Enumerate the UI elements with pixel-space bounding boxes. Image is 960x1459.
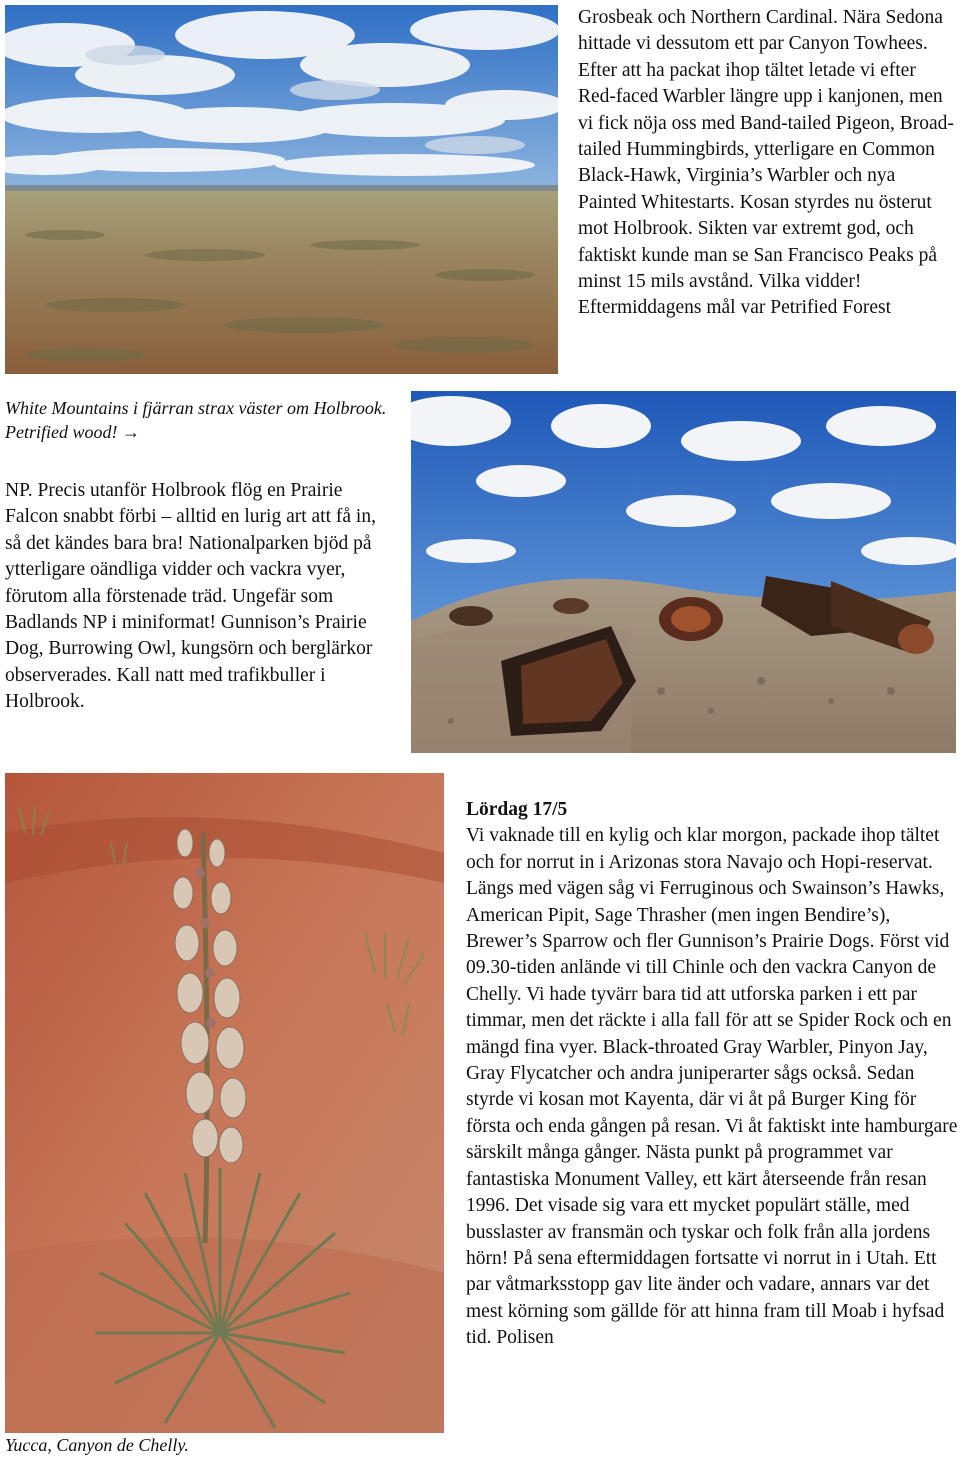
text-block-saturday [466,797,958,1352]
caption-prairie [5,396,395,444]
text-block-middle-left [5,478,397,716]
petrified-wood-photo [411,391,956,753]
yucca-photo-art [5,773,444,1433]
caption-prairie-text: White Mountains i fjärran strax väster om Holbrook. Petrified wood! → [5,398,387,442]
petrified-wood-photo-art [411,391,956,753]
paragraph-saturday: Vi vaknade till en kylig och klar morgon, packade ihop tältet och for norrut in i Arizonas stora Navajo och Hopi-reservat. Längs med vägen såg vi Ferruginous och Swainson’s Hawks, American Pipit, Sage Thrasher (men ingen Bendire’s), Brewer’s Sparrow och fler Gunnison’s Prairie Dogs. Först vid 09.30-tiden anlände vi till Chinle och den vackra Canyon de Chelly. Vi hade tyvärr bara tid att utforska parken i ett par timmar, men det räckte i alla fall för att se Spider Rock och en mängd fina vyer. Black-throated Gray Warbler, Pinyon Jay, Gray Flycatcher och andra juniperarter sågs också. Sedan styrde vi kosan mot Kayenta, där vi åt på Burger King för första och enda gången på resan. Vi åt faktiskt inte hamburgare särskilt många gånger. Nästa punkt på programmet var fantastiska Monument Valley, ett kärt återseende från resan 1996. Det visade sig vara ett mycket populärt ställe, med busslaster av fransmän och tyskar och folk från alla jordens hörn! På sena eftermiddagen fortsatte vi norrut in i Utah. Ett par våtmarksstopp gav lite änder och vadare, annars var det mest körning som gällde för att hinna fram till Moab i hyfsad tid. Polisen [466,825,958,1349]
caption-yucca [5,1433,405,1457]
paragraph-birding-sedona: Grosbeak och Northern Cardinal. Nära Sedona hittade vi dessutom ett par Canyon Towhees. Efter att ha packat ihop tältet letade vi efter Red-faced Warbler längre upp i kanjonen, men vi fick nöja oss med Band-tailed Pigeon, Broad-tailed Hummingbirds, ytterligare en Common Black-Hawk, Virginia’s Warbler och nya Painted Whitestarts. Kosan styrdes nu österut mot Holbrook. Sikten var extremt god, och faktiskt kunde man se San Francisco Peaks på minst 15 mils avstånd. Vilka vidder! Eftermiddagens mål var Petrified Forest [578,7,954,319]
prairie-photo-art [5,5,558,374]
text-block-top-right [578,5,956,322]
prairie-photo [5,5,558,374]
yucca-photo [5,773,444,1433]
paragraph-petrified-forest: NP. Precis utanför Holbrook flög en Prairie Falcon snabbt förbi – alltid en lurig art att få in, så det kändes bara bra! Nationalparken bjöd på ytterligare oändliga vidder och vackra vyer, förutom alla förstenade träd. Ungefär som Badlands NP i miniformat! Gunnison’s Prairie Dog, Burrowing Owl, kungsörn och berglärkor observerades. Kall natt med trafikbuller i Holbrook. [5,480,376,713]
caption-yucca-text: Yucca, Canyon de Chelly. [5,1435,189,1455]
section-heading-saturday: Lördag 17/5 [466,799,568,820]
